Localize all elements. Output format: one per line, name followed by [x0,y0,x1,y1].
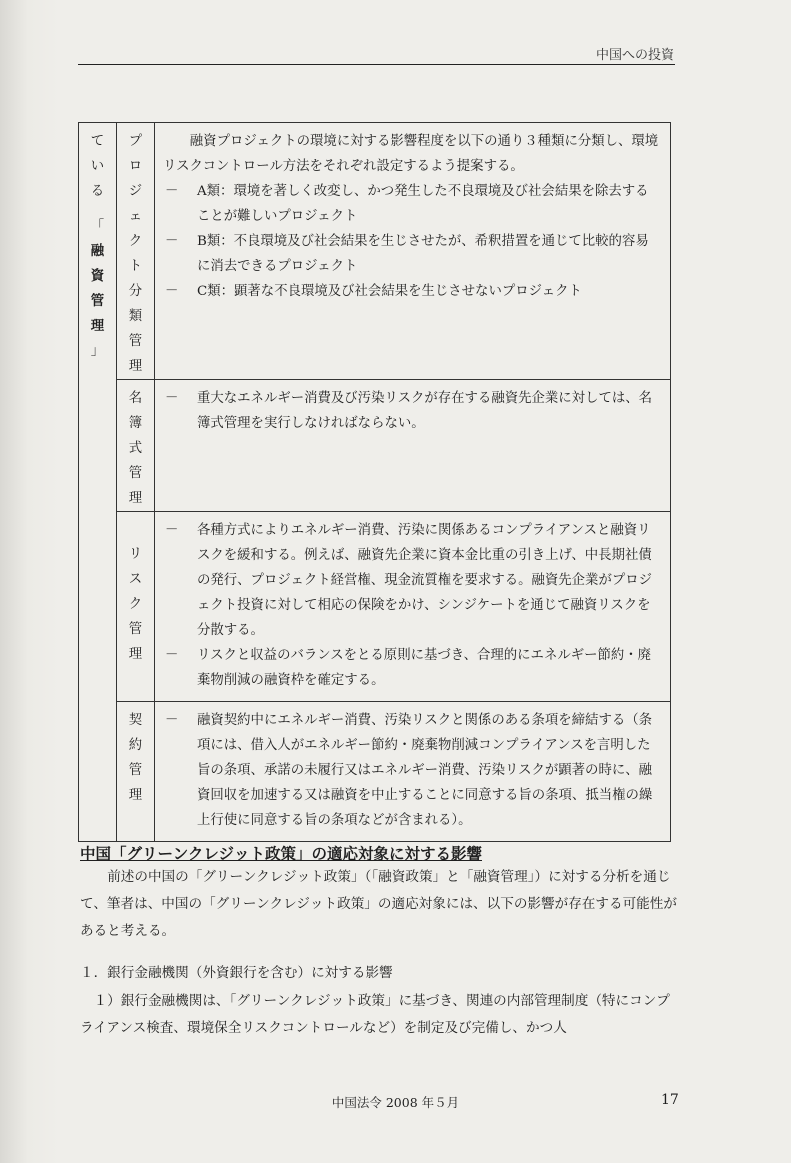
row-label-char: 分 [128,284,143,299]
running-header: 中国への投資 [595,48,674,63]
section-intro: 前述の中国の「グリーンクレジット政策」（「融資政策」と「融資管理」）に対する分析を通じて、筆者は、中国の「グリーンクレジット政策」の適応対象には、以下の影響が存在する可能性があると考える。 [80,869,677,939]
list-item [163,386,660,436]
row-label-char: ェ [128,209,143,224]
list-item-text: C類：顕著な不良環境及び社会結果を生じさせないプロジェクト [197,284,582,299]
regulation-table [78,122,671,842]
row-label-char: 類 [128,309,143,324]
row-label [117,702,155,842]
row-label-char: 管 [128,334,143,349]
row-content [155,380,671,512]
row-label-char: 名 [128,391,143,406]
table-row [79,702,671,842]
row-intro: 融資プロジェクトの環境に対する影響程度を以下の通り３種類に分類し、環境リスクコントロール方法をそれぞれ設定するよう提案する。 [163,134,659,174]
footer-publication: 中国法令 2008 年５月 [331,1095,460,1110]
row-label [117,512,155,702]
row-label-char: ジ [128,184,143,199]
row-label-char: 理 [128,359,143,374]
list-item-text: 融資契約中にエネルギー消費、汚染リスクと関係のある条項を締結する（条項には、借入人がエネルギー節約・廃棄物削減コンプライアンスを言明した旨の条項、承諾の未履行又はエネルギー消費、汚染リスクが顕著の時に、融資回収を加速する又は融資を中止することに同意する旨の条項、抵当権の繰上行使に同意する旨の条項などが含まれる）。 [197,713,653,828]
vertical-char: 」 [90,344,105,359]
row-label-char: ク [128,234,143,249]
row-label-char: 管 [128,466,143,481]
row-label-char: ク [128,597,143,612]
list-item [163,643,660,693]
point-1-paragraph: １）銀行金融機関は、「グリーンクレジット政策」に基づき、関連の内部管理制度（特にコンプライアンス検査、環境保全リスクコントロールなど）を制定及び完備し、かつ人 [80,993,670,1036]
vertical-char: 管 [90,293,105,309]
section-heading: 中国「グリーンクレジット政策」の適応対象に対する影響 [80,845,482,863]
vertical-char: い [90,159,105,174]
table-row [79,380,671,512]
list-item [163,279,660,304]
list-item-text: A類：環境を著しく改変し、かつ発生した不良環境及び社会結果を除去することが難しいプロジェクト [197,184,649,224]
list-item [163,229,660,279]
list-item [163,518,660,643]
row-label-char: 管 [128,622,143,637]
row-label-char: ト [128,259,143,274]
row-label [117,123,155,380]
dash-bullet: － [165,184,179,199]
row-label-char: 理 [128,491,143,506]
dash-bullet: － [165,284,179,299]
row-label-char: 約 [128,738,143,753]
dash-bullet: － [165,523,179,538]
vertical-char: る [90,184,105,199]
row-label-char: 式 [128,441,143,456]
list-item-text: B類：不良環境及び社会結果を生じさせたが、希釈措置を通じて比較的容易に消去できるプロジェクト [197,234,649,274]
list-item [163,179,660,229]
left-vertical-label [79,123,117,842]
vertical-char: 「 [90,219,105,234]
table-row [79,512,671,702]
row-label-char: 簿 [128,416,143,431]
table-row [79,123,671,380]
row-label-char: 契 [128,713,143,728]
row-label-char: リ [128,547,143,562]
row-content [155,702,671,842]
dash-bullet: － [165,391,179,406]
row-label-char: ス [128,572,143,587]
row-label-char: 理 [128,647,143,662]
row-content [155,512,671,702]
row-label-char: 管 [128,763,143,778]
row-label-char: ロ [128,159,143,174]
row-label-char: プ [128,134,143,149]
vertical-char: 理 [90,318,105,334]
list-item-text: リスクと収益のバランスをとる原則に基づき、合理的にエネルギー節約・廃棄物削減の融資枠を確定する。 [197,648,652,688]
dash-bullet: － [165,234,179,249]
dash-bullet: － [165,713,179,728]
row-label-char: 理 [128,788,143,803]
vertical-char: て [90,134,105,149]
list-item-text: 重大なエネルギー消費及び汚染リスクが存在する融資先企業に対しては、名簿式管理を実行しなければならない。 [197,391,653,431]
vertical-char: 融 [90,243,105,259]
vertical-char: 資 [90,268,105,284]
page-number: 17 [661,1092,679,1108]
subsection-heading: １．銀行金融機関（外資銀行を含む）に対する影響 [80,965,393,981]
list-item-text: 各種方式によりエネルギー消費、汚染に関係あるコンプライアンスと融資リスクを緩和する。例えば、融資先企業に資本金比重の引き上げ、中長期社債の発行、プロジェクト経営権、現金流質権を要求する。融資先企業がプロジェクト投資に対して相応の保険をかけ、シンジケートを通じて融資リスクを分散する。 [197,523,653,638]
header-rule [78,64,675,65]
row-label [117,380,155,512]
list-item [163,708,660,833]
row-content [155,123,671,380]
dash-bullet: － [165,648,179,663]
